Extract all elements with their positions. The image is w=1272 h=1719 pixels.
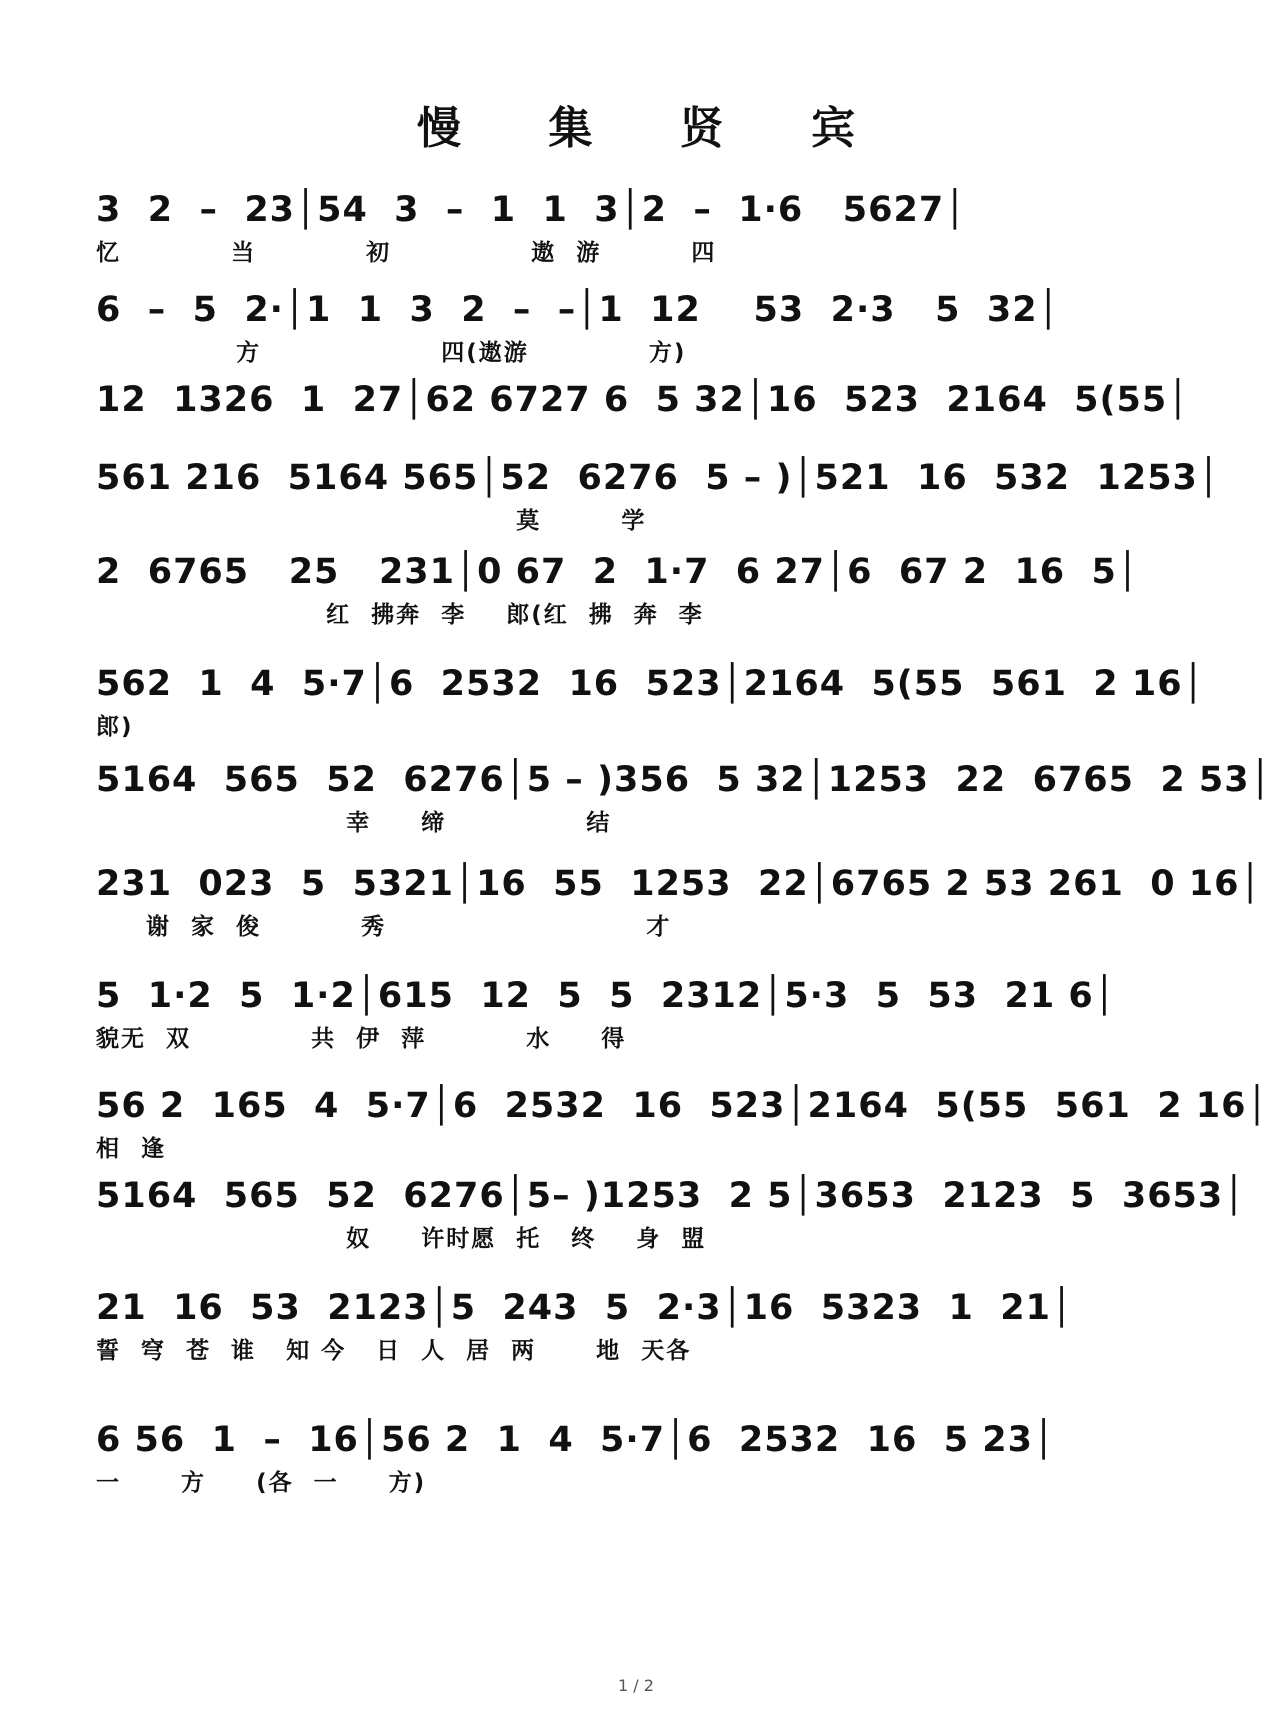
- notation-text: 5164 565 52 6276│5– )1253 2 5│3653 2123 5 3653│: [96, 1176, 1246, 1216]
- lyric-text: 誓 穹 苍 谁 知 今 日 人 居 两 地 天各: [96, 1338, 692, 1364]
- page-title: 慢 集 贤 宾: [417, 103, 891, 154]
- lyric-text: 莫 学: [96, 508, 647, 534]
- lyric-text: 方 四(遨游 方): [96, 340, 687, 366]
- lyric-text: 红 拂奔 李 郎(红 拂 奔 李: [96, 602, 704, 628]
- lyric-text: 幸 缔 结: [96, 810, 612, 836]
- notation-text: 5164 565 52 6276│5 – )356 5 32│1253 22 6765 2 53│: [96, 760, 1272, 800]
- notation-text: 562 1 4 5·7│6 2532 16 523│2164 5(55 561 2 16│: [96, 664, 1205, 704]
- notation-text: 21 16 53 2123│5 243 5 2·3│16 5323 1 21│: [96, 1288, 1074, 1328]
- lyric-text: 相 逢: [96, 1136, 167, 1162]
- notation-text: 231 023 5 5321│16 55 1253 22│6765 2 53 261 0 16│: [96, 864, 1262, 904]
- lyric-text: 一 方 (各 一 方): [96, 1470, 427, 1496]
- notation-text: 561 216 5164 565│52 6276 5 – )│521 16 532 1253│: [96, 458, 1220, 498]
- lyric-text: 郎): [96, 714, 134, 740]
- lyric-text: 忆 当 初 遨 游 四: [96, 240, 717, 266]
- notation-text: 5 1·2 5 1·2│615 12 5 5 2312│5·3 5 53 21 6│: [96, 976, 1116, 1016]
- notation-text: 6 56 1 – 16│56 2 1 4 5·7│6 2532 16 5 23│: [96, 1420, 1056, 1460]
- notation-text: 3 2 – 23│54 3 – 1 1 3│2 – 1·6 5627│: [96, 190, 967, 230]
- notation-text: 2 6765 25 231│0 67 2 1·7 6 27│6 67 2 16 5│: [96, 552, 1139, 592]
- page-number: 1 / 2: [618, 1676, 654, 1695]
- notation-text: 6 – 5 2·│1 1 3 2 – –│1 12 53 2·3 5 32│: [96, 290, 1060, 330]
- lyric-text: 貌无 双 共 伊 萍 水 得: [96, 1026, 627, 1052]
- lyric-text: 谢 家 俊 秀 才: [96, 914, 672, 940]
- notation-text: 56 2 165 4 5·7│6 2532 16 523│2164 5(55 561 2 16│: [96, 1086, 1269, 1126]
- lyric-text: 奴 许时愿 托 终 身 盟: [96, 1226, 707, 1252]
- notation-text: 12 1326 1 27│62 6727 6 5 32│16 523 2164 5(55│: [96, 380, 1190, 420]
